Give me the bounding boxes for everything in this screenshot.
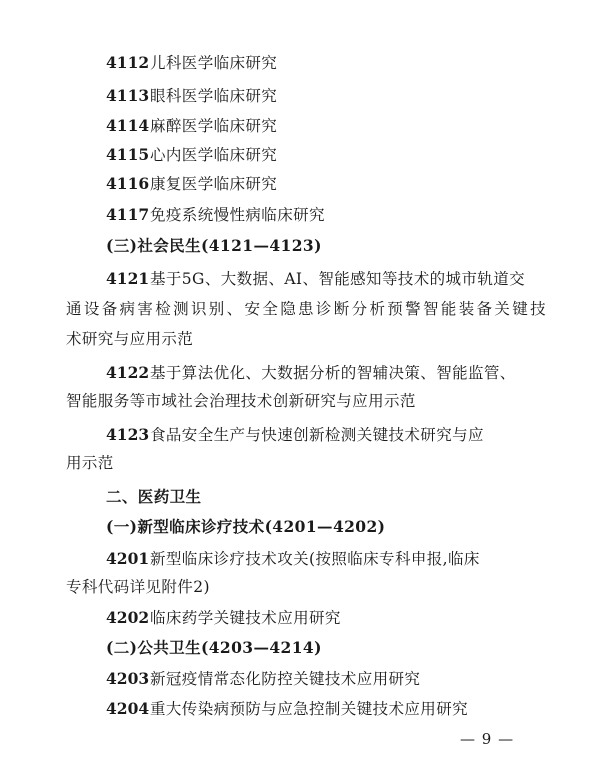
item-text: 基于算法优化、大数据分析的智辅决策、智能监管、	[150, 364, 516, 382]
list-item	[66, 115, 546, 137]
item-code: 4204	[106, 699, 150, 718]
item-text: 食品安全生产与快速创新检测关键技术研究与应	[150, 426, 484, 444]
list-item	[66, 85, 546, 107]
section-heading: 二、医药卫生	[106, 488, 202, 506]
item-text-continuation: 术研究与应用示范	[66, 330, 194, 348]
list-item	[66, 204, 546, 226]
item-code: 4201	[106, 549, 150, 568]
item-text: 麻醉医学临床研究	[150, 117, 278, 135]
item-text-continuation: 专科代码详见附件2)	[66, 578, 210, 596]
item-code: 4203	[106, 669, 150, 688]
item-code: 4117	[106, 205, 150, 224]
item-text: 新型临床诊疗技术攻关(按照临床专科申报,临床	[150, 550, 480, 568]
item-code: 4116	[106, 174, 150, 193]
list-item	[66, 173, 546, 195]
item-code: 4113	[106, 86, 150, 105]
list-item	[66, 668, 546, 690]
subsection-heading: (一)新型临床诊疗技术(4201—4202)	[106, 517, 386, 536]
item-code: 4122	[106, 363, 150, 382]
item-text-continuation: 用示范	[66, 454, 114, 472]
list-item	[66, 424, 546, 446]
item-code: 4114	[106, 116, 150, 135]
item-text: 心内医学临床研究	[150, 146, 278, 164]
item-text: 基于5G、大数据、AI、智能感知等技术的城市轨道交	[150, 270, 526, 288]
item-code: 4112	[106, 53, 150, 72]
subsection-heading: (二)公共卫生(4203—4214)	[106, 638, 322, 657]
item-code: 4121	[106, 269, 150, 288]
list-item	[66, 52, 546, 74]
item-code: 4115	[106, 145, 150, 164]
item-text: 重大传染病预防与应急控制关键技术应用研究	[150, 700, 469, 718]
subsection-heading: (三)社会民生(4121—4123)	[106, 236, 322, 255]
item-text: 儿科医学临床研究	[150, 54, 278, 72]
item-code: 4123	[106, 425, 150, 444]
list-item	[66, 268, 546, 290]
item-text-continuation: 通设备病害检测识别、安全隐患诊断分析预警智能装备关键技	[66, 300, 546, 318]
item-text: 眼科医学临床研究	[150, 87, 278, 105]
list-item	[66, 144, 546, 166]
item-text: 免疫系统慢性病临床研究	[150, 206, 325, 224]
list-item	[66, 698, 546, 720]
item-text: 临床药学关键技术应用研究	[150, 609, 341, 627]
page-number: — 9 —	[460, 730, 515, 748]
item-text: 新冠疫情常态化防控关键技术应用研究	[150, 670, 421, 688]
item-code: 4202	[106, 608, 150, 627]
list-item	[66, 607, 546, 629]
item-text-continuation: 智能服务等市域社会治理技术创新研究与应用示范	[66, 392, 416, 410]
item-text: 康复医学临床研究	[150, 175, 278, 193]
list-item	[66, 362, 546, 384]
list-item	[66, 548, 546, 570]
